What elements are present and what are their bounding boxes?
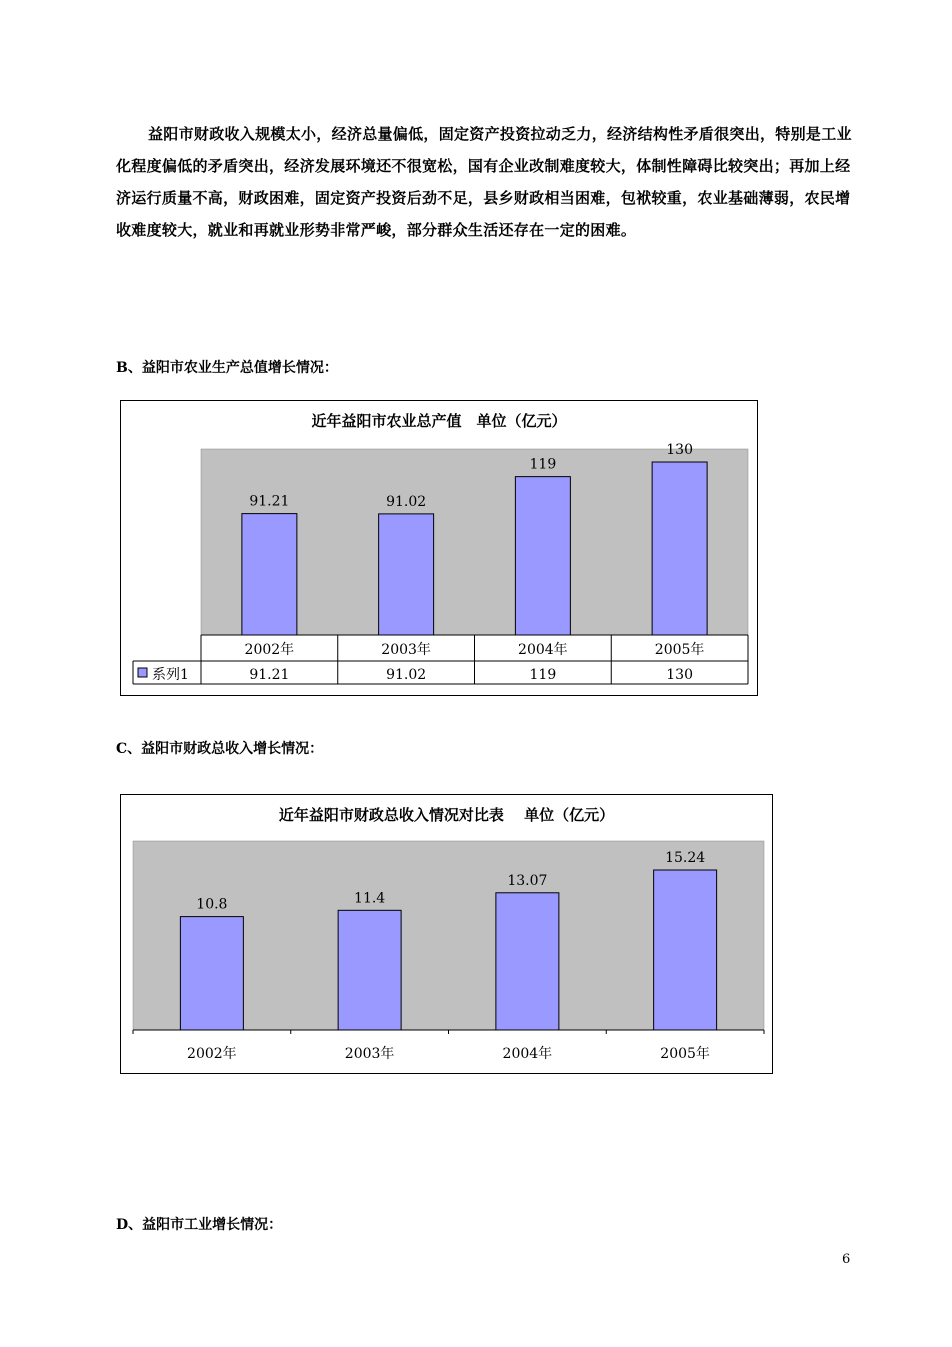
bar — [654, 870, 717, 1030]
table-value-cell: 119 — [529, 667, 557, 683]
agriculture-chart-svg — [121, 401, 757, 695]
bar-value-label: 130 — [666, 442, 693, 458]
category-label: 2004年 — [518, 642, 568, 658]
category-label: 2002年 — [187, 1046, 237, 1062]
heading-agriculture: B、益阳市农业生产总值增长情况： — [116, 360, 338, 376]
bar-value-label: 13.07 — [507, 872, 548, 889]
agriculture-chart-title: 近年益阳市农业总产值 单位（亿元） — [311, 412, 567, 430]
heading-industry: D、益阳市工业增长情况： — [116, 1217, 283, 1233]
category-label: 2005年 — [660, 1046, 710, 1062]
page-number: 6 — [842, 1252, 851, 1267]
fiscal-chart-svg — [121, 795, 772, 1073]
bar-value-label: 10.8 — [196, 896, 228, 913]
legend-swatch — [138, 668, 147, 677]
category-label: 2005年 — [654, 642, 705, 658]
table-value-cell: 130 — [666, 667, 693, 683]
bar — [180, 917, 243, 1030]
bar — [652, 462, 707, 635]
bar — [515, 477, 570, 635]
bar — [338, 910, 401, 1030]
table-value-cell: 91.21 — [249, 667, 290, 683]
bar — [496, 893, 559, 1030]
body-paragraph: 益阳市财政收入规模太小，经济总量偏低，固定资产投资拉动乏力，经济结构性矛盾很突出，特别是工业化程度偏低的矛盾突出，经济发展环境还不很宽松，国有企业改制难度较大，体制性障碍比较突出；再加上经济运行质量不高，财政困难，固定资产投资后劲不足，县乡财政相当困难，包袱较重，农业基础薄弱，农民增收难度较大，就业和再就业形势非常严峻，部分群众生活还存在一定的困难。 — [116, 125, 852, 239]
category-label: 2003年 — [381, 642, 431, 658]
bar — [242, 514, 297, 635]
bar-value-label: 91.02 — [386, 493, 427, 510]
table-value-cell: 91.02 — [386, 667, 427, 683]
category-label: 2002年 — [244, 642, 295, 658]
category-label: 2004年 — [502, 1046, 553, 1062]
legend-label: 系列1 — [152, 667, 189, 683]
category-label: 2003年 — [344, 1046, 395, 1062]
fiscal-chart-title: 近年益阳市财政总收入情况对比表 单位（亿元） — [278, 806, 615, 824]
bar — [379, 514, 434, 635]
heading-fiscal: C、益阳市财政总收入增长情况： — [116, 741, 324, 757]
bar-value-label: 11.4 — [354, 890, 386, 907]
fiscal-chart — [120, 794, 773, 1074]
bar-value-label: 91.21 — [249, 493, 290, 510]
bar-value-label: 119 — [529, 456, 557, 473]
agriculture-chart — [120, 400, 758, 696]
bar-value-label: 15.24 — [665, 850, 706, 866]
